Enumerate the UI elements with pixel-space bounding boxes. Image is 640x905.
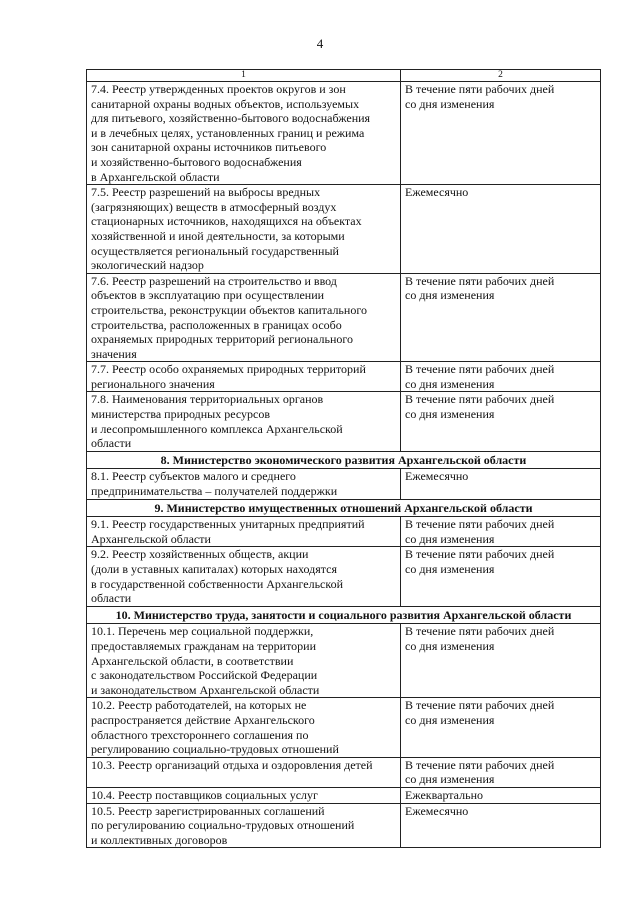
registry-name-line: области (91, 591, 132, 606)
registry-name-cell (87, 624, 401, 698)
update-period-line: Ежемесячно (405, 469, 469, 484)
table-row (87, 803, 601, 848)
update-period-cell (401, 273, 601, 362)
update-period-line: В течение пяти рабочих дней (405, 698, 555, 713)
table-row (87, 757, 601, 787)
table-row (87, 517, 601, 547)
table-row (87, 787, 601, 803)
registry-name-line: Архангельской области, в соответствии (91, 653, 294, 668)
table-row (87, 624, 601, 698)
registry-name-line: осуществляется региональный государственный (91, 243, 339, 258)
section-header-row (87, 499, 601, 517)
update-period-cell (401, 803, 601, 848)
registry-name-cell (87, 698, 401, 757)
update-period-cell (401, 469, 601, 499)
registry-name-line: по регулированию социально-трудовых отношений (91, 818, 355, 833)
registry-name-cell (87, 803, 401, 848)
registry-name-line: и лесопромышленного комплекса Архангельской (91, 421, 343, 436)
registry-name-line: регионального значения (91, 376, 215, 391)
update-period-line: В течение пяти рабочих дней (405, 362, 555, 377)
update-period-line: со дня изменения (405, 712, 495, 727)
table-row (87, 469, 601, 499)
update-period-cell (401, 698, 601, 757)
registry-name-line: 10.3. Реестр организаций отдыха и оздоровления детей (91, 757, 373, 772)
update-period-cell (401, 185, 601, 274)
registry-name-line: 10.2. Реестр работодателей, на которых не (91, 698, 307, 713)
update-period-cell (401, 82, 601, 185)
registry-name-cell (87, 517, 401, 547)
update-period-line: В течение пяти рабочих дней (405, 392, 555, 407)
registry-name-line: 7.7. Реестр особо охраняемых природных территорий (91, 362, 366, 377)
page-number: 4 (316, 36, 324, 51)
table-row (87, 698, 601, 757)
update-period-line: В течение пяти рабочих дней (405, 273, 555, 288)
registry-name-line: для питьевого, хозяйственно-бытового водоснабжения (91, 111, 371, 126)
registry-name-line: 10.5. Реестр зарегистрированных соглашений (91, 803, 325, 818)
registry-name-line: объектов в эксплуатацию при осуществлении (91, 288, 325, 303)
registry-name-line: 7.5. Реестр разрешений на выбросы вредных (91, 185, 321, 200)
registry-table-body (87, 70, 601, 848)
registry-name-line: (загрязняющих) веществ в атмосферный воздух (91, 199, 337, 214)
registry-name-cell (87, 392, 401, 451)
registry-name-line: 7.6. Реестр разрешений на строительство и ввод (91, 273, 337, 288)
registry-name-line: министерства природных ресурсов (91, 407, 271, 422)
table-row (87, 362, 601, 392)
registry-name-line: стационарных источников, находящихся на объектах (91, 214, 362, 229)
registry-name-cell (87, 362, 401, 392)
section-header-row (87, 606, 601, 624)
registry-name-line: 7.4. Реестр утвержденных проектов округов и зон (91, 82, 346, 96)
registry-name-line: и в лечебных целях, установленных границ и режима (91, 125, 365, 140)
registry-name-line: областного трехстороннего соглашения по (91, 727, 309, 742)
update-period-cell (401, 547, 601, 606)
update-period-line: со дня изменения (405, 772, 495, 787)
update-period-line: со дня изменения (405, 96, 495, 111)
column-number-1: 1 (87, 70, 401, 82)
update-period-cell (401, 787, 601, 803)
update-period-line: со дня изменения (405, 562, 495, 576)
update-period-cell (401, 362, 601, 392)
registry-name-line: предпринимательства – получателей поддержки (91, 484, 338, 499)
update-period-line: со дня изменения (405, 376, 495, 391)
registry-name-line: 9.2. Реестр хозяйственных обществ, акции (91, 547, 309, 562)
update-period-cell (401, 517, 601, 547)
update-period-line: Ежемесячно (405, 185, 469, 200)
registry-name-cell (87, 469, 401, 499)
registry-name-line: в государственной собственности Архангельской (91, 576, 344, 591)
table-row (87, 185, 601, 274)
update-period-line: со дня изменения (405, 407, 495, 422)
update-period-cell (401, 757, 601, 787)
registry-name-line: значения (91, 346, 137, 361)
update-period-line: В течение пяти рабочих дней (405, 82, 555, 96)
update-period-line: со дня изменения (405, 638, 495, 653)
registry-name-cell (87, 82, 401, 185)
registry-name-cell (87, 787, 401, 803)
update-period-line: со дня изменения (405, 531, 495, 546)
registry-name-line: с законодательством Российской Федерации (91, 668, 318, 683)
registry-name-line: области (91, 436, 132, 451)
registry-name-line: и законодательством Архангельской области (91, 682, 320, 697)
registry-name-line: и хозяйственно-бытового водоснабжения (91, 154, 302, 169)
section-title: 9. Министерство имущественных отношений Архангельской области (87, 499, 601, 517)
registry-name-line: предоставляемых гражданам на территории (91, 638, 317, 653)
registry-table (86, 69, 601, 848)
registry-name-line: распространяется действие Архангельского (91, 712, 315, 727)
section-title: 10. Министерство труда, занятости и социального развития Архангельской области (87, 606, 601, 624)
update-period-line: В течение пяти рабочих дней (405, 517, 555, 532)
table-row (87, 392, 601, 451)
column-number-2: 2 (401, 70, 601, 82)
table-header-row (87, 70, 601, 82)
registry-name-line: хозяйственной и иной деятельности, за которыми (91, 228, 345, 243)
update-period-cell (401, 624, 601, 698)
registry-name-line: 8.1. Реестр субъектов малого и среднего (91, 469, 296, 484)
registry-name-line: охраняемых природных территорий регионального (91, 332, 353, 347)
registry-name-line: строительства, реконструкции объектов капитального (91, 302, 367, 317)
registry-name-line: 10.1. Перечень мер социальной поддержки, (91, 624, 314, 639)
registry-name-line: в Архангельской области (91, 169, 220, 184)
update-period-line: со дня изменения (405, 288, 495, 303)
registry-name-line: зон санитарной охраны источников питьевого (91, 140, 327, 155)
registry-name-line: (доли в уставных капиталах) которых находятся (91, 562, 338, 576)
registry-name-cell (87, 273, 401, 362)
update-period-line: В течение пяти рабочих дней (405, 624, 555, 639)
table-row (87, 273, 601, 362)
registry-name-line: Архангельской области (91, 531, 211, 546)
registry-name-line: строительства, расположенных в границах особо (91, 317, 342, 332)
registry-name-line: 9.1. Реестр государственных унитарных предприятий (91, 517, 365, 532)
update-period-line: Ежеквартально (405, 787, 483, 802)
section-title: 8. Министерство экономического развития Архангельской области (87, 451, 601, 469)
registry-name-line: и коллективных договоров (91, 832, 228, 847)
registry-name-cell (87, 757, 401, 787)
update-period-cell (401, 392, 601, 451)
registry-name-line: экологический надзор (91, 258, 204, 273)
update-period-line: В течение пяти рабочих дней (405, 757, 555, 772)
registry-name-cell (87, 185, 401, 274)
registry-name-line: 7.8. Наименования территориальных органов (91, 392, 324, 407)
update-period-line: В течение пяти рабочих дней (405, 547, 555, 562)
section-header-row (87, 451, 601, 469)
registry-name-cell (87, 547, 401, 606)
registry-name-line: 10.4. Реестр поставщиков социальных услуг (91, 787, 318, 802)
registry-name-line: санитарной охраны водных объектов, используемых (91, 96, 360, 111)
update-period-line: Ежемесячно (405, 803, 469, 818)
table-row (87, 82, 601, 185)
table-row (87, 547, 601, 606)
registry-name-line: регулированию социально-трудовых отношений (91, 742, 339, 757)
